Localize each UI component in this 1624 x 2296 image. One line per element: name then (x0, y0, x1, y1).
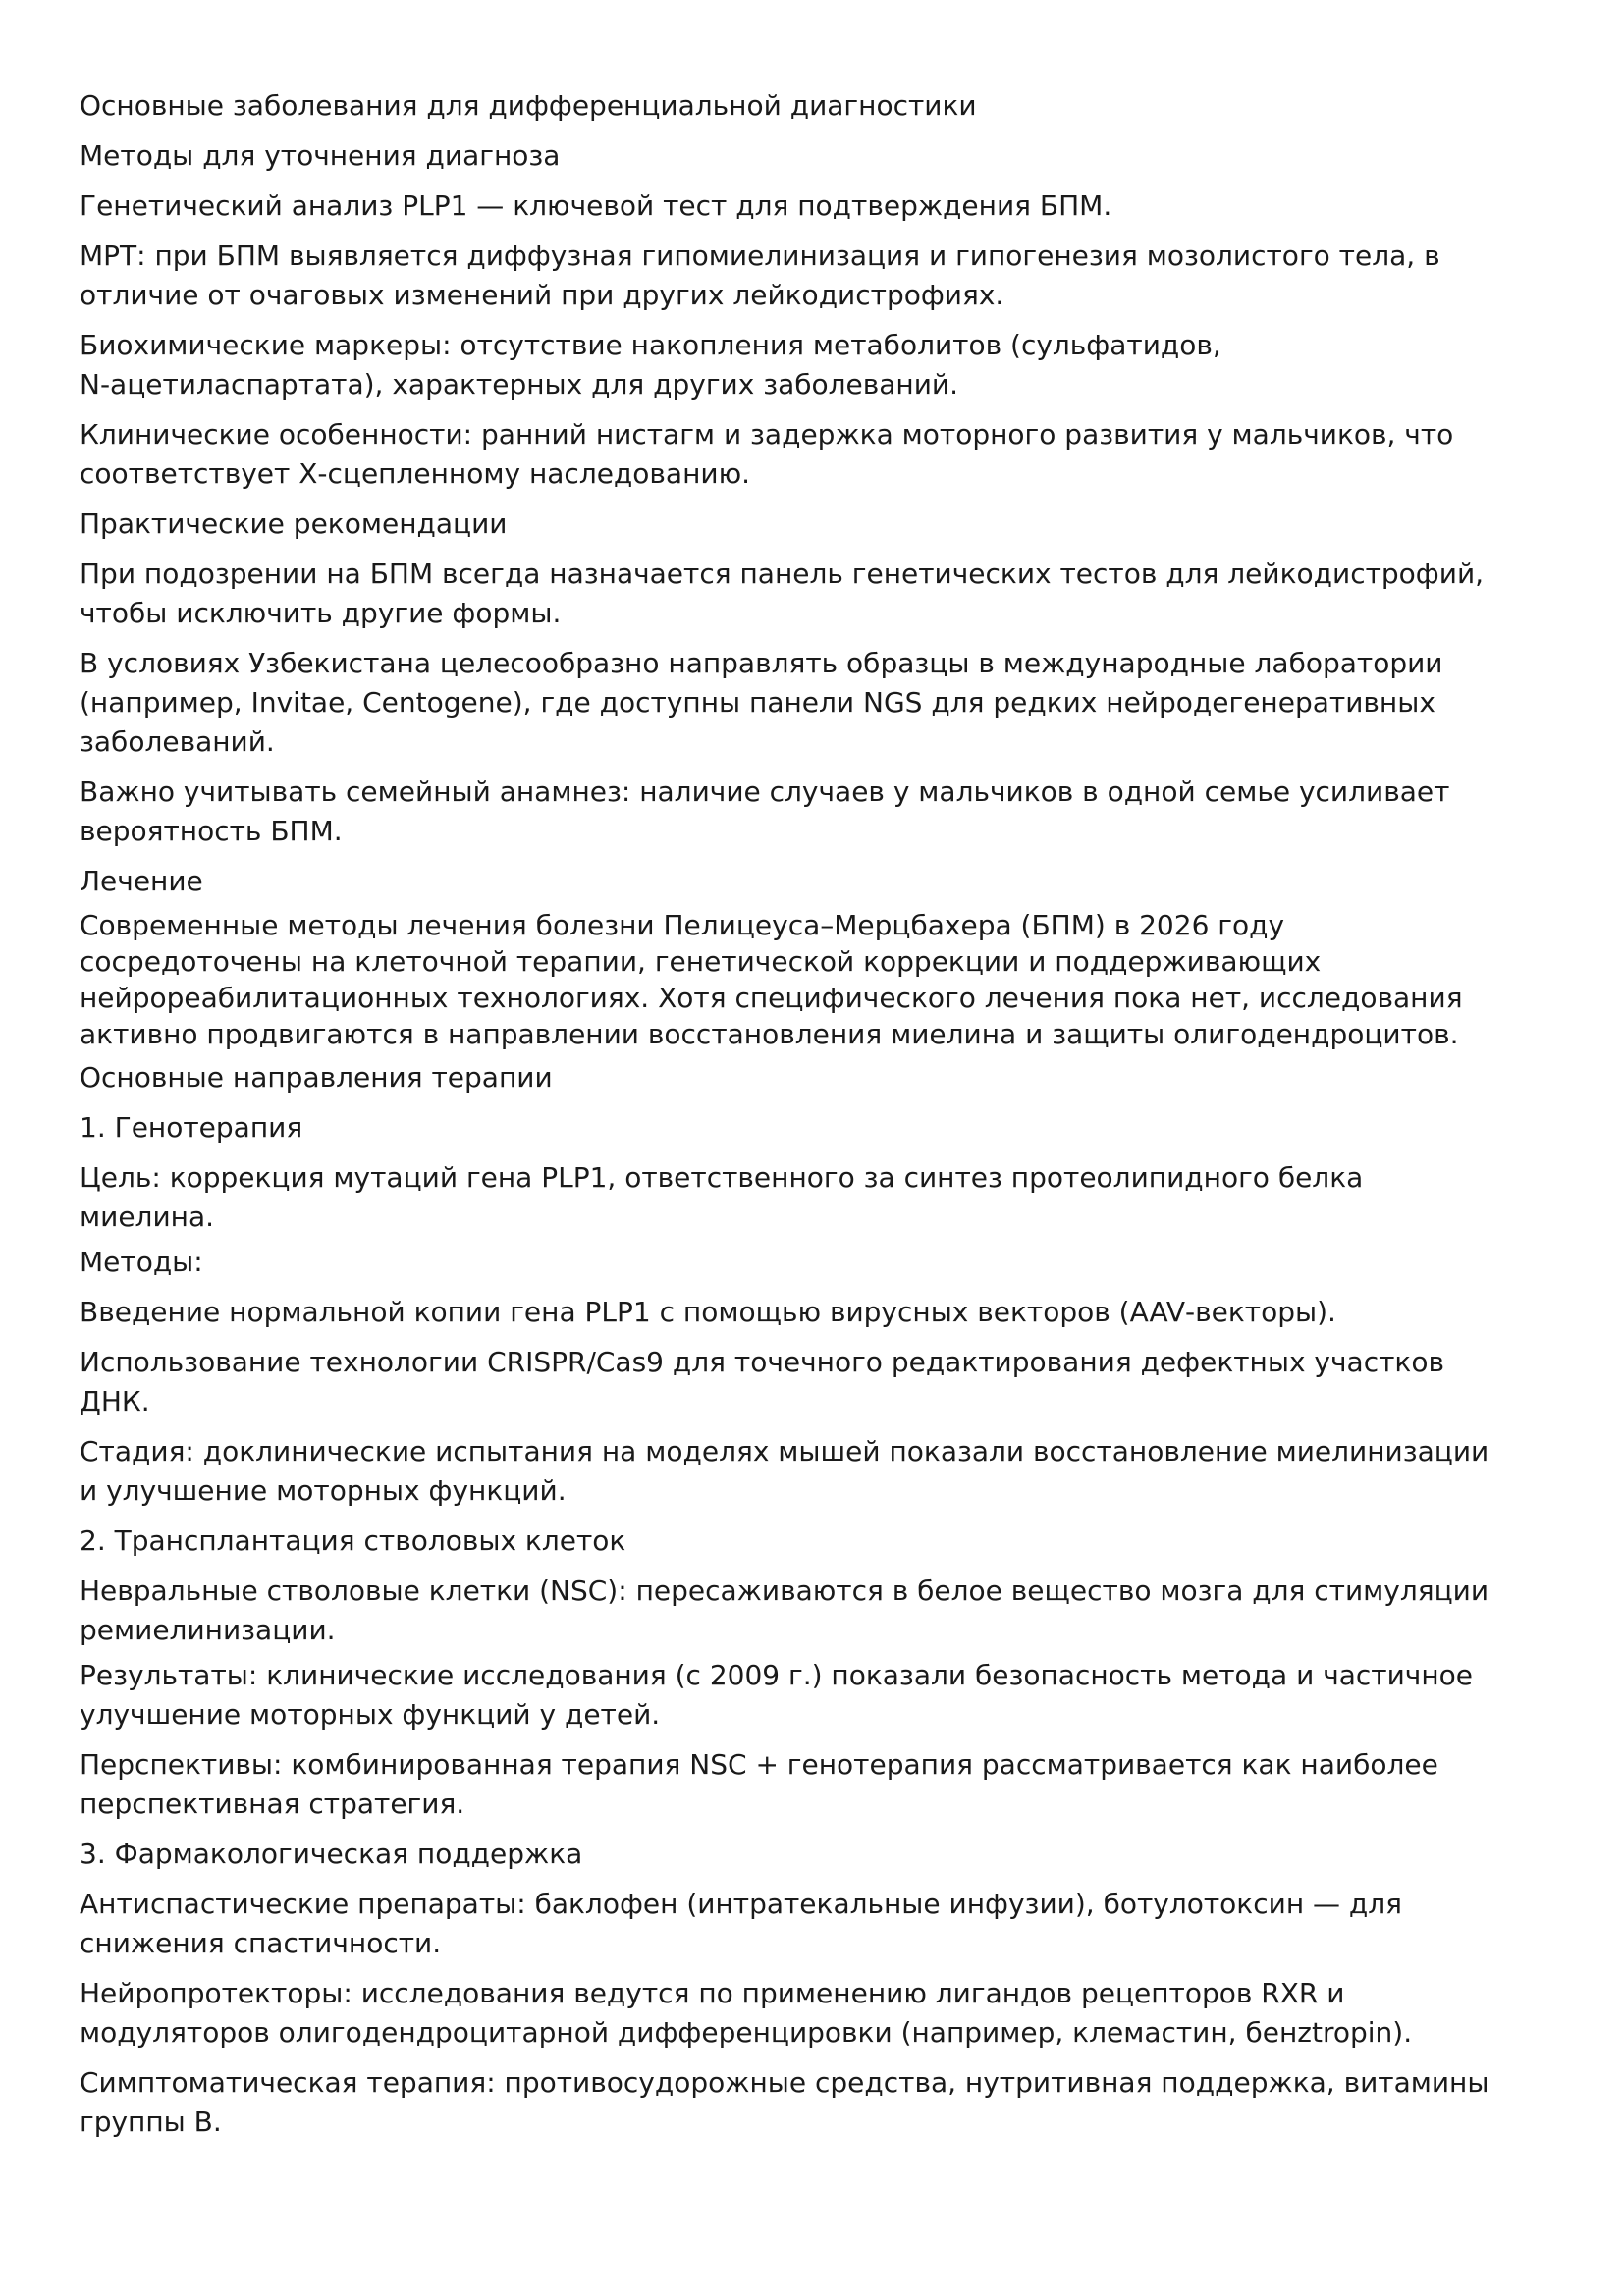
paragraph-stem-cell-perspectives: Перспективы: комбинированная терапия NSC + генотерапия рассматривается как наиболее перспективная стратегия. (80, 1748, 1438, 1820)
paragraph-gene-therapy-stage: Стадия: доклинические испытания на моделях мышей показали восстановление миелинизации и улучшение моторных функций. (80, 1435, 1489, 1507)
paragraph-gene-therapy-goal: Цель: коррекция мутаций гена PLP1, ответственного за синтез протеолипидного белка миелина. (80, 1161, 1364, 1233)
paragraph-gene-therapy-methods-label: Методы: (80, 1246, 203, 1278)
paragraph-genetic-panel: При подозрении на БПМ всегда назначается панель генетических тестов для лейкодистрофий, чтобы исключить другие формы. (80, 558, 1485, 629)
paragraph-nsc: Невральные стволовые клетки (NSC): пересаживаются в белое вещество мозга для стимуляции ремиелинизации. (80, 1575, 1489, 1646)
paragraph-neuroprotectors: Нейропротекторы: исследования ведутся по применению лигандов рецепторов RXR и модуляторов олигодендроцитарной дифференцировки (например, клемастин, бенztropin). (80, 1977, 1413, 2049)
paragraph-mri: МРТ: при БПМ выявляется диффузная гипомиелинизация и гипогенезия мозолистого тела, в отличие от очаговых изменений при других лейкодистрофиях. (80, 240, 1440, 311)
paragraph-biochemical-markers: Биохимические маркеры: отсутствие накопления метаболитов (сульфатидов, N‑ацетиласпартата), характерных для других заболеваний. (80, 329, 1221, 400)
heading-therapy-directions: Основные направления терапии (80, 1061, 553, 1094)
paragraph-crispr: Использование технологии CRISPR/Cas9 для точечного редактирования дефектных участков ДНК. (80, 1346, 1444, 1417)
paragraph-treatment-intro: Современные методы лечения болезни Пелицеуса–Мерцбахера (БПМ) в 2026 году сосредоточены на клеточной терапии, генетической коррекции и поддерживающих нейрореабилитационных технологиях. Хотя специфического лечения пока нет, исследования активно продвигаются в направлении восстановления миелина и защиты олигодендроцитов. (80, 909, 1463, 1050)
paragraph-genetic-analysis: Генетический анализ PLP1 — ключевой тест для подтверждения БПМ. (80, 189, 1112, 222)
heading-differential-diagnosis: Основные заболевания для дифференциальной диагностики (80, 89, 977, 122)
paragraph-family-history: Важно учитывать семейный анамнез: наличие случаев у мальчиков в одной семье усиливает вероятность БПМ. (80, 775, 1450, 847)
document-page (80, 86, 1493, 2153)
paragraph-stem-cell-results: Результаты: клинические исследования (с 2009 г.) показали безопасность метода и частичное улучшение моторных функций у детей. (80, 1659, 1474, 1731)
heading-practical-recommendations: Практические рекомендации (80, 507, 508, 540)
paragraph-antispastic: Антиспастические препараты: баклофен (интратекальные инфузии), ботулотоксин — для снижения спастичности. (80, 1888, 1403, 1959)
heading-pharmacological-support: 3. Фармакологическая поддержка (80, 1838, 583, 1870)
heading-stem-cell-transplant: 2. Трансплантация стволовых клеток (80, 1524, 626, 1557)
paragraph-clinical-features: Клинические особенности: ранний нистагм и задержка моторного развития у мальчиков, что соответствует X‑сцепленному наследованию. (80, 418, 1454, 490)
paragraph-symptomatic-therapy: Симптоматическая терапия: противосудорожные средства, нутритивная поддержка, витамины группы B. (80, 2066, 1489, 2138)
paragraph-aav-vectors: Введение нормальной копии гена PLP1 с помощью вирусных векторов (AAV‑векторы). (80, 1296, 1336, 1328)
paragraph-uzbekistan-labs: В условиях Узбекистана целесообразно направлять образцы в международные лаборатории (например, Invitae, Centogene), где доступны панели NGS для редких нейродегенеративных заболеваний. (80, 647, 1443, 758)
heading-diagnosis-methods: Методы для уточнения диагноза (80, 139, 561, 172)
heading-gene-therapy: 1. Генотерапия (80, 1111, 303, 1144)
heading-treatment: Лечение (80, 865, 203, 897)
